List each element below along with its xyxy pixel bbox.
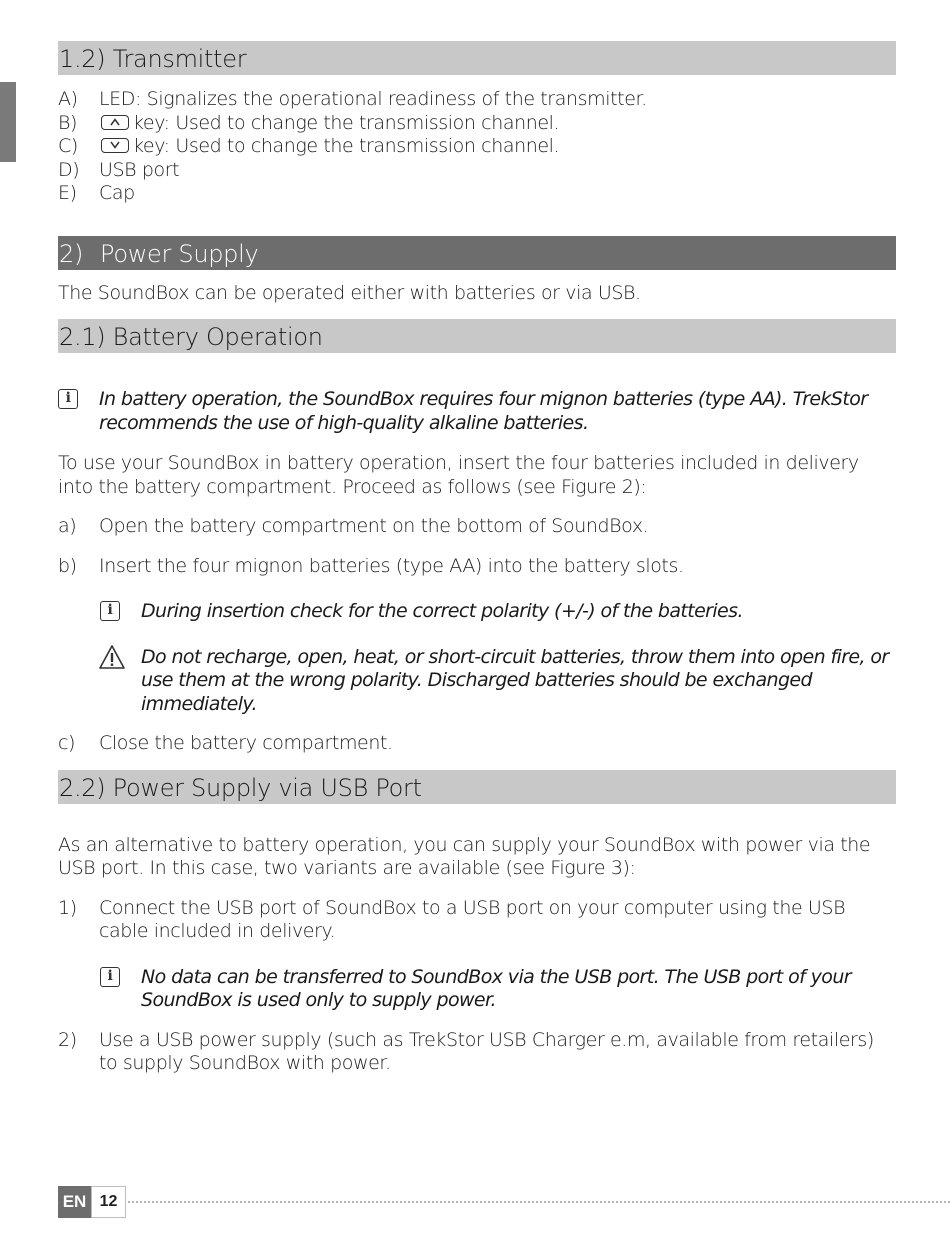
list-label: c) [58, 732, 76, 754]
list-label: b) [58, 554, 77, 577]
list-text: Cap [99, 182, 135, 204]
list-text: Insert the four mignon batteries (type AA) into the battery slots. [99, 554, 684, 577]
section-title: Power Supply [100, 239, 259, 268]
list-item [58, 555, 896, 579]
info-note [58, 600, 896, 624]
up-arrow-key-icon [101, 115, 129, 130]
list-text: LED: Signalizes the operational readiness of the transmitter. [99, 88, 647, 110]
section-header-power-supply [58, 236, 896, 270]
info-note [58, 388, 896, 435]
section-number: 2) [59, 239, 84, 268]
list-item [58, 1029, 896, 1076]
list-label: 1) [58, 896, 77, 919]
list-item [58, 897, 896, 944]
down-arrow-key-icon [101, 138, 129, 153]
language-badge: EN [58, 1186, 91, 1218]
page-number: 12 [91, 1186, 126, 1218]
list-item [58, 182, 896, 206]
section-header-usb: 2.2) Power Supply via USB Port [58, 770, 896, 804]
list-item [58, 112, 896, 136]
list-label: C) [58, 135, 78, 157]
side-tab-marker [0, 82, 16, 162]
list-label: 2) [58, 1028, 77, 1051]
section-header-transmitter: 1.2) Transmitter [58, 41, 896, 75]
page-content [58, 41, 896, 1076]
list-label: A) [58, 88, 78, 110]
section-header-battery-operation: 2.1) Battery Operation [58, 319, 896, 353]
paragraph: As an alternative to battery operation, you can supply your SoundBox with power via the USB port. In this case, two variants are available (see Figure 3): [58, 833, 871, 879]
list-item [58, 88, 896, 112]
list-label: a) [58, 515, 77, 537]
list-item [58, 515, 896, 539]
list-text: USB port [99, 158, 180, 181]
info-note [58, 966, 896, 1013]
note-text: No data can be transferred to SoundBox via the USB port. The USB port of your SoundBox is used only to supply power. [141, 965, 851, 1011]
page-footer [58, 1186, 950, 1218]
warning-icon [98, 644, 126, 670]
list-item [58, 159, 896, 183]
list-text: key: Used to change the transmission channel. [133, 111, 560, 134]
list-label: B) [58, 111, 78, 134]
list-text: Close the battery compartment. [99, 732, 393, 754]
info-icon: i [100, 601, 120, 621]
paragraph: The SoundBox can be operated either with batteries or via USB. [58, 281, 641, 304]
list-text: Open the battery compartment on the bottom of SoundBox. [99, 515, 649, 537]
list-item [58, 732, 896, 756]
warning-note [58, 646, 896, 717]
note-text: During insertion check for the correct polarity (+/-) of the batteries. [141, 600, 743, 622]
list-text: Use a USB power supply (such as TrekStor USB Charger e.m, available from retailers) to supply SoundBox with power. [99, 1028, 874, 1074]
paragraph: To use your SoundBox in battery operation, insert the four batteries included in delivery into the battery compartment. Proceed as follows (see Figure 2): [58, 452, 859, 498]
dotted-divider [128, 1201, 950, 1203]
note-text: Do not recharge, open, heat, or short-circuit batteries, throw them into open fire, or use them at the wrong polarity. Discharged batteries should be exchanged immediately. [141, 645, 889, 715]
list-label: E) [58, 182, 77, 204]
note-text: In battery operation, the SoundBox requires four mignon batteries (type AA). TrekStor recommends the use of high-quality alkaline batteries. [99, 388, 868, 434]
info-icon: i [58, 389, 78, 409]
list-item [58, 135, 896, 159]
list-text: key: Used to change the transmission channel. [133, 135, 560, 157]
list-text: Connect the USB port of SoundBox to a USB port on your computer using the USB cable included in delivery. [99, 896, 846, 942]
info-icon: i [100, 967, 120, 987]
list-label: D) [58, 158, 80, 181]
